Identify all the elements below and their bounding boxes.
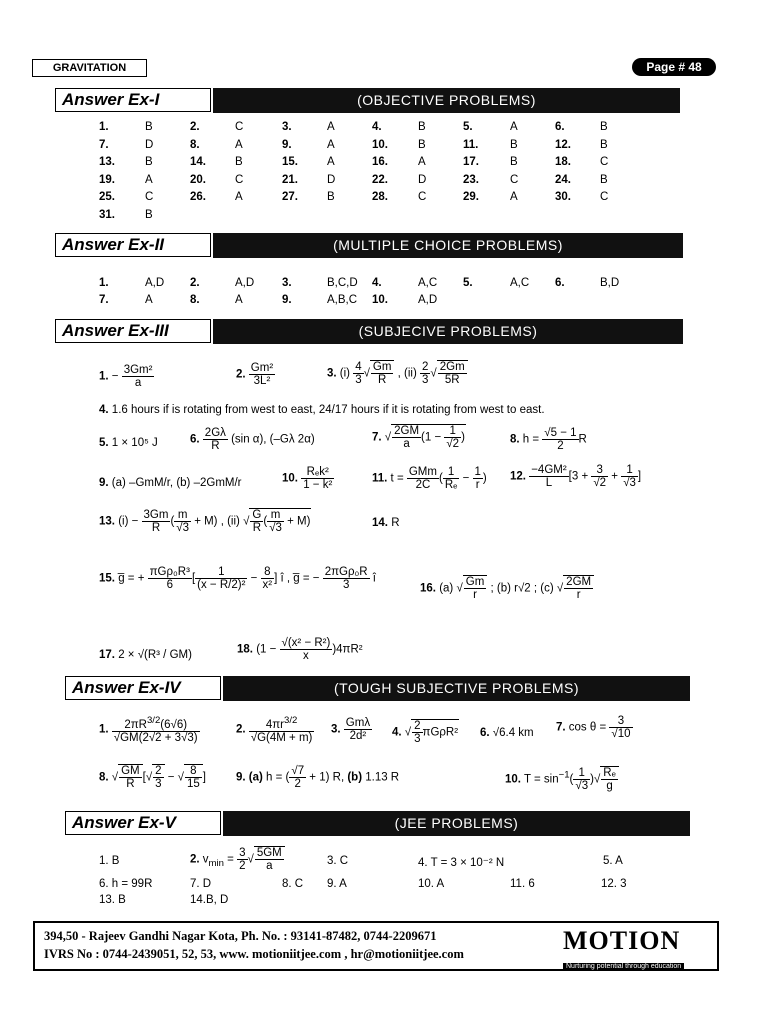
- question-number: 23.: [463, 173, 479, 186]
- answer-value: D: [327, 173, 336, 186]
- answer-value: A: [327, 121, 335, 133]
- question-number: 8.: [190, 138, 200, 151]
- ex3-q5: 5. 1 × 10⁵ J: [99, 437, 158, 449]
- logo-wordmark: MOTION: [563, 926, 681, 955]
- answer-value: B: [600, 173, 608, 186]
- question-number: 31.: [99, 209, 115, 221]
- answer-value: B: [418, 121, 426, 133]
- footer-address: 394,50 - Rajeev Gandhi Nagar Kota, Ph. No. : 93141-87482, 0744-2209671: [44, 929, 437, 943]
- ex3-q18: 18. (1 − $\frac{\text{√(x² − R²)}}{x}$ )4πR²: [237, 637, 363, 662]
- ex5-q14: 14.B, D: [190, 894, 229, 906]
- question-number: 13.: [99, 156, 115, 169]
- answer-value: C: [600, 191, 609, 204]
- ex4-q9b-text: 1.13 R: [365, 771, 400, 784]
- answer-value: D: [418, 173, 427, 186]
- answer-value: A: [418, 156, 426, 169]
- ex4-q3: 3. $\frac{\text{Gmλ}}{\text{2d²}}$: [331, 717, 371, 742]
- motion-logo: [563, 926, 713, 970]
- question-number: 2.: [190, 121, 200, 133]
- ex4-q6: 6. √6.4 km: [480, 727, 534, 739]
- ex3-q17-text: 2 × √(R³ / GM): [118, 649, 192, 661]
- ex3-q5-text: 1 × 10⁵ J: [111, 437, 158, 449]
- page-number-badge: Page # 48: [632, 58, 716, 76]
- answer-value: A,D: [145, 277, 165, 289]
- ex5-q10: 10. A: [418, 878, 445, 890]
- footer-box: [33, 921, 719, 971]
- ex3-q17: 17. 2 × √(R³ / GM): [99, 649, 192, 661]
- question-number: 5.: [463, 121, 473, 133]
- ex3-q12: 12. $\frac{\text{−4GM²}}{L}$ [3 + $\frac{3}{√2}$ + $\frac{1}{√3}$ ]: [510, 464, 642, 489]
- ex4-q1: 1. $\frac{2\pi R^{3/2}(6√6)}{√GM(2√2 + 3√3)}$: [99, 715, 198, 744]
- answer-value: B: [145, 121, 153, 133]
- ex3-q7: 7. √ $\frac{2GM}{a}$ (1 − $\frac{1}{√2}$ ): [372, 425, 465, 450]
- question-number: 15.: [282, 156, 298, 169]
- question-number: 10.: [372, 138, 388, 151]
- ex3-q3: 3. (i) $\frac{4}{3}$ √ $\frac{Gm}{R}$ , (ii) $\frac{2}{3}$ √ $\frac{2Gm}{5R}$: [327, 360, 468, 386]
- answer-value: A,C: [510, 277, 530, 289]
- question-number: 7.: [99, 138, 109, 151]
- answer-value: C: [145, 191, 154, 204]
- question-number: 11.: [463, 138, 479, 151]
- answer-value: D: [145, 138, 154, 151]
- answer-value: A: [510, 191, 518, 204]
- ex3-q4: 4. 1.6 hours if is rotating from west to east, 24/17 hours if it is rotating from west to east.: [99, 404, 545, 416]
- ex3-q8: 8. h = $\frac{√5 - 1}{2}$ R: [510, 427, 587, 452]
- ex5-q5: 5. A: [603, 855, 623, 867]
- answer-value: B: [145, 209, 153, 221]
- ex4-q10: 10. $T = \sin^{-1}$( $\frac{1}{√3}$ )√ $\frac{\text{Rₑ}}{g}$: [505, 766, 619, 792]
- question-number: 9.: [282, 294, 292, 306]
- ex5-q1: 1. B: [99, 855, 120, 867]
- section-label: Answer Ex-I: [55, 88, 211, 112]
- section-ex2-header: [55, 233, 683, 259]
- ex3-q13: 13. (i) − $\frac{3Gm}{R}$ ( $\frac{m}{√3}$ + M) , (ii) √ $\frac{G}{R}$ ( $\frac{m}{√3}$ + M): [99, 509, 311, 534]
- answer-value: A: [510, 121, 518, 133]
- ex3-q14-text: R: [391, 517, 400, 529]
- question-number: 6.: [555, 277, 565, 289]
- question-number: 18.: [555, 156, 571, 169]
- question-number: 19.: [99, 173, 115, 186]
- answer-value: C: [600, 156, 609, 169]
- section-ex3-header: [55, 319, 683, 345]
- question-number: 25.: [99, 191, 115, 204]
- ex3-q10: 10. $\frac{\text{Rₑk²}}{\text{1 − k²}}$: [282, 466, 333, 491]
- ex3-q1: 1. − $\frac{\text{3Gm²}}{a}$: [99, 364, 153, 389]
- ex5-q9: 9. A: [327, 878, 347, 890]
- ex4-q6-text: √6.4 km: [492, 727, 534, 739]
- ex3-q4-text: 1.6 hours if is rotating from west to east, 24/17 hours if it is rotating from west to east.: [111, 404, 545, 416]
- question-number: 24.: [555, 173, 571, 186]
- answer-value: B,D: [600, 277, 620, 289]
- section-label: Answer Ex-V: [65, 811, 221, 835]
- answer-value: B,C,D: [327, 277, 358, 289]
- answer-value: A,D: [418, 294, 438, 306]
- answer-value: A,B,C: [327, 294, 358, 306]
- logo-tagline: Nurturing potential through education: [563, 963, 684, 970]
- answer-value: A,C: [418, 277, 438, 289]
- question-number: 1.: [99, 121, 109, 133]
- question-number: 8.: [190, 294, 200, 306]
- answer-value: C: [235, 173, 244, 186]
- answer-value: B: [418, 138, 426, 151]
- question-number: 27.: [282, 191, 298, 204]
- answer-value: C: [418, 191, 427, 204]
- question-number: 6.: [555, 121, 565, 133]
- question-number: 21.: [282, 173, 298, 186]
- question-number: 7.: [99, 294, 109, 306]
- ex5-q12: 12. 3: [601, 878, 627, 890]
- answer-value: A,D: [235, 277, 255, 289]
- ex5-q11: 11. 6: [510, 878, 535, 890]
- question-number: 14.: [190, 156, 206, 169]
- ex5-q3: 3. C: [327, 855, 349, 867]
- ex5-q8: 8. C: [282, 878, 304, 890]
- answer-value: B: [600, 138, 608, 151]
- question-number: 5.: [463, 277, 473, 289]
- question-number: 20.: [190, 173, 206, 186]
- question-number: 2.: [190, 277, 200, 289]
- answer-value: B: [327, 191, 335, 204]
- section-ex5-header: [65, 811, 690, 837]
- answer-value: A: [145, 294, 153, 306]
- answer-value: A: [145, 173, 153, 186]
- question-number: 12.: [555, 138, 571, 151]
- ex3-q9: 9. (a) –GmM/r, (b) –2GmM/r: [99, 477, 242, 489]
- question-number: 29.: [463, 191, 479, 204]
- section-title: (MULTIPLE CHOICE PROBLEMS): [213, 233, 683, 258]
- question-number: 26.: [190, 191, 206, 204]
- answer-value: B: [510, 138, 518, 151]
- answer-value: A: [235, 191, 243, 204]
- ex5-q2: 2. $v_{min}$ = $\frac{3}{2}$ √ $\frac{5GM}{a}$: [190, 846, 285, 872]
- answer-value: B: [510, 156, 518, 169]
- ex3-q6: 6. $\frac{2G\lambda}{R}$ (sin α), (–Gλ 2α): [190, 427, 315, 452]
- ex5-q13: 13. B: [99, 894, 126, 906]
- section-label: Answer Ex-II: [55, 233, 211, 257]
- question-number: 3.: [282, 121, 292, 133]
- question-number: 4.: [372, 277, 382, 289]
- section-ex1-header: [55, 88, 680, 114]
- answer-value: A: [327, 138, 335, 151]
- section-label: Answer Ex-III: [55, 319, 211, 343]
- ex4-q8: 8. √ $\frac{GM}{R}$ [√ $\frac{2}{3}$ − √ $\frac{8}{15}$ ]: [99, 765, 206, 790]
- ex5-q6: 6. h = 99R: [99, 878, 153, 890]
- ex3-q2: 2. $\frac{\text{Gm²}}{\text{3L²}}$: [236, 362, 274, 387]
- question-number: 10.: [372, 294, 388, 306]
- section-title: (JEE PROBLEMS): [223, 811, 690, 836]
- question-number: 17.: [463, 156, 479, 169]
- answer-value: B: [235, 156, 243, 169]
- section-title: (OBJECTIVE PROBLEMS): [213, 88, 680, 113]
- question-number: 9.: [282, 138, 292, 151]
- ex4-q9: 9. (a) h = ( $\frac{√7}{2}$ + 1) R, (b) 1.13 R: [236, 765, 400, 790]
- footer-contact: IVRS No : 0744-2439051, 52, 53, www. motioniitjee.com , hr@motioniitjee.com: [44, 947, 464, 961]
- answer-value: A: [235, 138, 243, 151]
- ex5-q4: 4. T = 3 × 10⁻² N: [418, 857, 505, 869]
- answer-value: C: [235, 121, 244, 133]
- ex3-q14: 14. R: [372, 517, 400, 529]
- ex3-q9-text: (a) –GmM/r, (b) –2GmM/r: [111, 477, 242, 489]
- answer-value: C: [510, 173, 519, 186]
- question-number: 3.: [282, 277, 292, 289]
- section-label: Answer Ex-IV: [65, 676, 221, 700]
- answer-value: A: [235, 294, 243, 306]
- question-number: 16.: [372, 156, 388, 169]
- ex3-q15: 15. g̅ = + $\frac{\text{πGρ₀R³}}{6}$ [ $\frac{1}{\text{(x − R/2)²}}$ − $\frac{8}{\text{x²}}$ ] î , g̅ = − $\frac{\text{2πGρ₀R}}{3}$ î: [99, 566, 376, 591]
- question-number: 22.: [372, 173, 388, 186]
- answer-value: A: [327, 156, 335, 169]
- ex4-q2: 2. $\frac{4\pi r^{3/2}}{√G(4M + m)}$: [236, 715, 313, 744]
- ex3-q11: 11. t = $\frac{\text{GMm}}{2C}$ ( $\frac{1}{\text{Rₑ}}$ − $\frac{1}{r}$ ): [372, 466, 487, 491]
- question-number: 1.: [99, 277, 109, 289]
- question-number: 4.: [372, 121, 382, 133]
- section-ex4-header: [65, 676, 690, 702]
- question-number: 30.: [555, 191, 571, 204]
- answer-value: B: [145, 156, 153, 169]
- ex5-q7: 7. D: [190, 878, 212, 890]
- section-title: (TOUGH SUBJECTIVE PROBLEMS): [223, 676, 690, 701]
- section-title: (SUBJECIVE PROBLEMS): [213, 319, 683, 344]
- question-number: 28.: [372, 191, 388, 204]
- ex4-q7: 7. cos θ = $\frac{3}{√10}$: [556, 715, 631, 740]
- answer-value: B: [600, 121, 608, 133]
- ex3-q16: 16. (a) √ $\frac{Gm}{r}$ ; (b) r√2 ; (c) √ $\frac{2GM}{r}$: [420, 575, 594, 601]
- topic-label: GRAVITATION: [32, 59, 147, 77]
- ex4-q4: 4. √ $\frac{2}{3}$ πGρR²: [392, 720, 459, 745]
